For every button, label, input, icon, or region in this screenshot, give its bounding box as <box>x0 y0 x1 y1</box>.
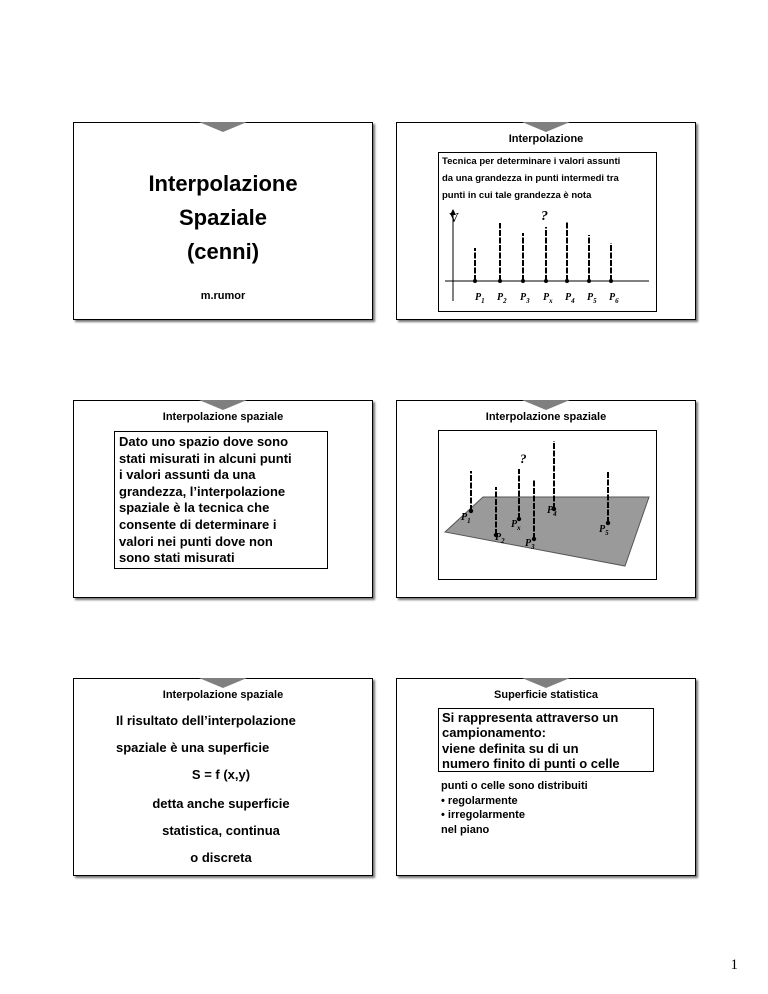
sampling-line: viene definita su di un <box>442 740 579 756</box>
desc-line-3: punti in cui tale grandezza è nota <box>442 190 592 201</box>
definition-line: stati misurati in alcuni punti <box>119 450 292 466</box>
slide-header: Interpolazione spaziale <box>485 411 607 423</box>
sampling-line: campionamento: <box>442 725 547 741</box>
question-mark: ? <box>520 451 527 466</box>
title-line-3: (cenni) <box>186 239 260 264</box>
result-line-2: spaziale è una superficie <box>116 740 270 755</box>
result-line-4: detta anche superficie <box>152 796 290 811</box>
slide-header: Superficie statistica <box>494 689 598 701</box>
slide-spaziale-definizione <box>73 400 373 598</box>
slide-tab <box>522 400 570 410</box>
point-label: $P_x$ <box>543 292 553 305</box>
point-label: $P_1$ <box>475 292 485 305</box>
sampling-box <box>438 708 654 772</box>
slide-superficie <box>396 678 696 876</box>
definition-line: i valori assunti da una <box>119 467 256 483</box>
sampling-line: Si rappresenta attraverso un <box>442 710 619 725</box>
axis-label-v: V <box>449 211 460 226</box>
slide-tab <box>199 678 247 688</box>
definition-line: Dato uno spazio dove sono <box>119 434 289 449</box>
title-author: m.rumor <box>200 290 246 302</box>
distribution-line: nel piano <box>441 823 490 836</box>
result-line-5: statistica, continua <box>162 823 280 838</box>
result-line-6: o discreta <box>190 850 252 865</box>
point-label: $P_3$ <box>520 292 530 305</box>
distribution-text <box>441 779 588 837</box>
point-label: $P_5$ <box>587 292 597 305</box>
distribution-line: punti o celle sono distribuiti <box>441 780 588 792</box>
slide-tab <box>199 400 247 410</box>
result-line-1: Il risultato dell’interpolazione <box>116 713 296 728</box>
point-label: $P_3$ <box>525 538 535 551</box>
definition-line: grandezza, l’interpolazione <box>119 483 286 499</box>
definition-line: spaziale è la tecnica che <box>119 500 270 516</box>
point-label: $P_x$ <box>511 519 521 532</box>
slide-tab <box>522 678 570 688</box>
slide-interpolazione <box>396 122 696 320</box>
slide-spaziale-figura <box>396 400 696 598</box>
slide-tab <box>522 122 570 132</box>
slide-tab <box>199 122 247 132</box>
title-line-2: Spaziale <box>178 205 268 230</box>
desc-line-2: da una grandezza in punti intermedi tra <box>442 173 619 184</box>
title-line-1: Interpolazione <box>148 171 298 196</box>
question-mark: ? <box>541 209 548 224</box>
definition-line: sono stati misurati <box>119 550 235 566</box>
desc-line-1: Tecnica per determinare i valori assunti <box>442 156 621 167</box>
point-label: $P_2$ <box>495 532 505 545</box>
point-label: $P_1$ <box>461 512 471 525</box>
point-label: $P_6$ <box>609 292 619 305</box>
definition-line: valori nei punti dove non <box>119 533 273 549</box>
definition-line: consente di determinare i <box>119 516 277 532</box>
slide-header: Interpolazione spaziale <box>162 411 284 423</box>
sampling-line: numero finito di punti o celle <box>442 755 620 771</box>
figure-box <box>438 430 657 580</box>
point-label: $P_2$ <box>497 292 507 305</box>
slide-header: Interpolazione <box>508 133 584 145</box>
point-label: $P_5$ <box>599 524 609 537</box>
point-label: $P_4$ <box>547 505 557 518</box>
slide-risultato <box>73 678 373 876</box>
page-number: 1 <box>730 957 738 973</box>
definition-box <box>114 431 328 569</box>
bullet-regolarmente: • regolarmente <box>441 794 518 807</box>
bullet-irregolarmente: • irregolarmente <box>441 809 525 821</box>
point-label: $P_4$ <box>565 292 575 305</box>
slide-header: Interpolazione spaziale <box>162 689 284 701</box>
result-formula: S = f (x,y) <box>191 767 251 782</box>
slide-title <box>73 122 373 320</box>
figure-box <box>438 152 657 312</box>
